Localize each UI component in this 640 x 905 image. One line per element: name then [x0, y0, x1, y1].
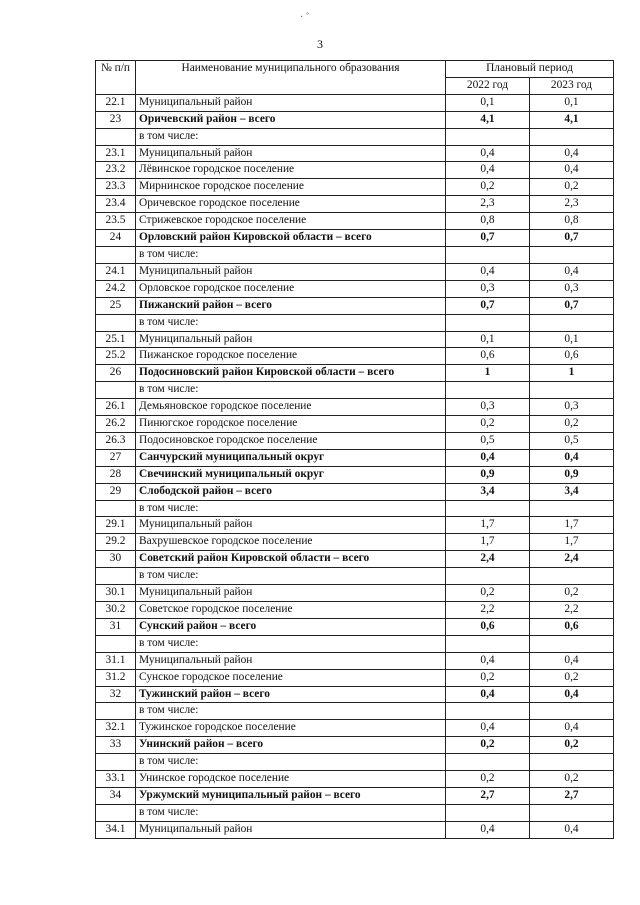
table-row: [96, 263, 614, 280]
row-name: Подосиновское городское поселение: [136, 432, 446, 449]
row-value-2023: 0,7: [530, 297, 614, 314]
row-name: в том числе:: [136, 500, 446, 517]
row-number: 23.5: [96, 213, 136, 230]
row-value-2023: 0,4: [530, 652, 614, 669]
row-number: 29.1: [96, 517, 136, 534]
row-value-2022: 2,4: [446, 551, 530, 568]
table-row: [96, 635, 614, 652]
row-value-2023: 0,2: [530, 737, 614, 754]
row-number: 34: [96, 787, 136, 804]
row-value-2022: 0,2: [446, 737, 530, 754]
table-row: [96, 754, 614, 771]
row-value-2023: 0,3: [530, 280, 614, 297]
row-name: Тужинский район – всего: [136, 686, 446, 703]
row-value-2022: 0,2: [446, 771, 530, 788]
row-name: в том числе:: [136, 128, 446, 145]
row-number: 31.2: [96, 669, 136, 686]
row-value-2022: 0,1: [446, 331, 530, 348]
table-row: [96, 111, 614, 128]
row-name: Оричевский район – всего: [136, 111, 446, 128]
row-value-2023: [530, 382, 614, 399]
table-row: [96, 720, 614, 737]
table-row: [96, 483, 614, 500]
row-value-2023: 0,4: [530, 821, 614, 838]
row-value-2022: [446, 703, 530, 720]
row-value-2023: 1: [530, 365, 614, 382]
row-value-2023: 0,7: [530, 230, 614, 247]
row-value-2022: 0,4: [446, 162, 530, 179]
row-value-2022: 2,7: [446, 787, 530, 804]
table-row: [96, 196, 614, 213]
table-row: [96, 432, 614, 449]
row-number: [96, 246, 136, 263]
row-value-2022: 0,9: [446, 466, 530, 483]
row-value-2023: 0,4: [530, 720, 614, 737]
table-row: [96, 348, 614, 365]
row-value-2022: [446, 754, 530, 771]
table-row: [96, 314, 614, 331]
table-row: [96, 145, 614, 162]
row-value-2022: 0,5: [446, 432, 530, 449]
row-value-2022: 0,4: [446, 652, 530, 669]
row-value-2023: 0,1: [530, 331, 614, 348]
row-value-2022: 0,4: [446, 686, 530, 703]
table-row: [96, 230, 614, 247]
row-value-2022: 0,7: [446, 230, 530, 247]
row-value-2023: 0,4: [530, 263, 614, 280]
row-number: 26: [96, 365, 136, 382]
row-value-2022: 0,3: [446, 280, 530, 297]
row-value-2022: 0,6: [446, 618, 530, 635]
row-name: Муниципальный район: [136, 517, 446, 534]
scan-speck: · ˚: [300, 12, 310, 23]
row-name: Лёвинское городское поселение: [136, 162, 446, 179]
row-value-2023: 3,4: [530, 483, 614, 500]
row-number: 31: [96, 618, 136, 635]
row-name: в том числе:: [136, 382, 446, 399]
table-row: [96, 246, 614, 263]
table-row: [96, 821, 614, 838]
row-number: [96, 500, 136, 517]
row-value-2023: 0,9: [530, 466, 614, 483]
row-value-2023: 0,4: [530, 686, 614, 703]
row-number: 22.1: [96, 94, 136, 111]
row-value-2022: 0,2: [446, 669, 530, 686]
row-value-2023: 0,4: [530, 162, 614, 179]
header-year-2023: 2023 год: [530, 77, 614, 94]
row-name: Стрижевское городское поселение: [136, 213, 446, 230]
header-year-2022: 2022 год: [446, 77, 530, 94]
table-row: [96, 618, 614, 635]
row-name: в том числе:: [136, 246, 446, 263]
table-row: [96, 365, 614, 382]
row-value-2023: 1,7: [530, 534, 614, 551]
row-name: Муниципальный район: [136, 585, 446, 602]
row-name: Мирнинское городское поселение: [136, 179, 446, 196]
row-value-2022: [446, 246, 530, 263]
row-value-2022: 0,2: [446, 179, 530, 196]
row-number: 26.2: [96, 416, 136, 433]
table-row: [96, 686, 614, 703]
row-name: Муниципальный район: [136, 263, 446, 280]
row-number: 25.2: [96, 348, 136, 365]
row-value-2023: 2,7: [530, 787, 614, 804]
row-number: 30.2: [96, 602, 136, 619]
row-value-2022: 0,2: [446, 416, 530, 433]
row-name: Советское городское поселение: [136, 602, 446, 619]
row-value-2023: [530, 568, 614, 585]
table-row: [96, 449, 614, 466]
row-name: Пижанский район – всего: [136, 297, 446, 314]
table-row: [96, 551, 614, 568]
row-name: Унинское городское поселение: [136, 771, 446, 788]
row-value-2022: 0,4: [446, 821, 530, 838]
row-value-2022: 0,2: [446, 585, 530, 602]
row-value-2023: [530, 128, 614, 145]
row-name: Пижанское городское поселение: [136, 348, 446, 365]
row-name: Муниципальный район: [136, 652, 446, 669]
row-number: [96, 314, 136, 331]
row-number: [96, 568, 136, 585]
table-row: [96, 568, 614, 585]
row-value-2023: 0,4: [530, 449, 614, 466]
row-number: 30.1: [96, 585, 136, 602]
row-value-2022: 1: [446, 365, 530, 382]
row-value-2022: 1,7: [446, 534, 530, 551]
row-value-2022: [446, 314, 530, 331]
row-name: Орловское городское поселение: [136, 280, 446, 297]
row-value-2023: [530, 703, 614, 720]
table-row: [96, 213, 614, 230]
row-value-2022: 2,2: [446, 602, 530, 619]
row-name: Пинюгское городское поселение: [136, 416, 446, 433]
row-value-2023: 0,2: [530, 179, 614, 196]
row-number: 31.1: [96, 652, 136, 669]
table-row: [96, 416, 614, 433]
row-value-2022: [446, 128, 530, 145]
row-value-2022: 1,7: [446, 517, 530, 534]
row-value-2023: 0,8: [530, 213, 614, 230]
table-row: [96, 669, 614, 686]
row-value-2023: [530, 754, 614, 771]
table-row: [96, 331, 614, 348]
row-number: 28: [96, 466, 136, 483]
table-row: [96, 737, 614, 754]
row-number: 23: [96, 111, 136, 128]
table-row: [96, 382, 614, 399]
row-value-2022: 0,4: [446, 449, 530, 466]
row-number: [96, 754, 136, 771]
table-body: [96, 94, 614, 838]
row-number: 23.3: [96, 179, 136, 196]
row-name: Подосиновский район Кировской области – всего: [136, 365, 446, 382]
table-row: [96, 804, 614, 821]
row-number: 23.1: [96, 145, 136, 162]
row-value-2023: 0,2: [530, 416, 614, 433]
row-value-2022: [446, 382, 530, 399]
row-number: [96, 804, 136, 821]
row-value-2022: 2,3: [446, 196, 530, 213]
table-row: [96, 297, 614, 314]
row-value-2023: 0,1: [530, 94, 614, 111]
row-value-2022: 0,8: [446, 213, 530, 230]
row-value-2023: 0,4: [530, 145, 614, 162]
header-period: Плановый период: [446, 61, 614, 78]
table-row: [96, 787, 614, 804]
row-name: Муниципальный район: [136, 821, 446, 838]
budget-table: [95, 60, 614, 839]
row-number: 26.3: [96, 432, 136, 449]
row-number: 29.2: [96, 534, 136, 551]
row-number: 25: [96, 297, 136, 314]
row-value-2023: 1,7: [530, 517, 614, 534]
table-row: [96, 466, 614, 483]
row-name: Демьяновское городское поселение: [136, 399, 446, 416]
row-number: 24.1: [96, 263, 136, 280]
row-name: в том числе:: [136, 568, 446, 585]
table-row: [96, 128, 614, 145]
row-value-2022: 0,4: [446, 263, 530, 280]
row-number: 29: [96, 483, 136, 500]
row-value-2022: [446, 635, 530, 652]
row-value-2023: 0,5: [530, 432, 614, 449]
row-value-2022: [446, 804, 530, 821]
table-row: [96, 771, 614, 788]
row-value-2022: 0,3: [446, 399, 530, 416]
row-name: Свечинский муниципальный округ: [136, 466, 446, 483]
table-row: [96, 399, 614, 416]
header-name: Наименование муниципального образования: [136, 61, 446, 95]
row-name: Вахрушевское городское поселение: [136, 534, 446, 551]
row-number: [96, 635, 136, 652]
row-name: Муниципальный район: [136, 94, 446, 111]
row-number: 24: [96, 230, 136, 247]
row-name: Сунский район – всего: [136, 618, 446, 635]
row-value-2022: 4,1: [446, 111, 530, 128]
row-name: Унинский район – всего: [136, 737, 446, 754]
row-value-2023: [530, 635, 614, 652]
row-value-2022: [446, 500, 530, 517]
table-row: [96, 703, 614, 720]
row-value-2022: 0,6: [446, 348, 530, 365]
table-row: [96, 534, 614, 551]
row-name: Слободской район – всего: [136, 483, 446, 500]
row-value-2023: 4,1: [530, 111, 614, 128]
row-name: в том числе:: [136, 804, 446, 821]
row-value-2023: 0,3: [530, 399, 614, 416]
row-number: 23.4: [96, 196, 136, 213]
row-name: Санчурский муниципальный округ: [136, 449, 446, 466]
table-row: [96, 585, 614, 602]
row-number: 34.1: [96, 821, 136, 838]
row-value-2022: [446, 568, 530, 585]
row-value-2022: 3,4: [446, 483, 530, 500]
row-number: 30: [96, 551, 136, 568]
header-number: № п/п: [96, 61, 136, 95]
row-value-2023: 0,2: [530, 585, 614, 602]
table-row: [96, 500, 614, 517]
row-value-2023: 2,4: [530, 551, 614, 568]
row-number: 32.1: [96, 720, 136, 737]
row-number: 33: [96, 737, 136, 754]
row-number: [96, 382, 136, 399]
table-row: [96, 179, 614, 196]
row-name: Сунское городское поселение: [136, 669, 446, 686]
row-number: 33.1: [96, 771, 136, 788]
row-value-2023: [530, 246, 614, 263]
row-number: [96, 128, 136, 145]
table-row: [96, 162, 614, 179]
page-number: 3: [317, 37, 323, 51]
row-number: 27: [96, 449, 136, 466]
row-value-2023: 0,6: [530, 348, 614, 365]
row-value-2023: [530, 500, 614, 517]
row-value-2023: [530, 314, 614, 331]
row-name: Советский район Кировской области – всего: [136, 551, 446, 568]
row-name: Оричевское городское поселение: [136, 196, 446, 213]
row-name: в том числе:: [136, 314, 446, 331]
row-value-2022: 0,1: [446, 94, 530, 111]
row-name: Орловский район Кировской области – всего: [136, 230, 446, 247]
table-row: [96, 517, 614, 534]
row-value-2023: 0,2: [530, 771, 614, 788]
row-name: в том числе:: [136, 635, 446, 652]
row-value-2022: 0,4: [446, 145, 530, 162]
row-value-2023: 0,2: [530, 669, 614, 686]
row-name: Уржумский муниципальный район – всего: [136, 787, 446, 804]
table-row: [96, 652, 614, 669]
row-number: 32: [96, 686, 136, 703]
row-number: [96, 703, 136, 720]
row-name: Тужинское городское поселение: [136, 720, 446, 737]
table-row: [96, 280, 614, 297]
row-name: в том числе:: [136, 703, 446, 720]
row-number: 24.2: [96, 280, 136, 297]
row-value-2022: 0,4: [446, 720, 530, 737]
row-number: 25.1: [96, 331, 136, 348]
row-number: 26.1: [96, 399, 136, 416]
row-name: Муниципальный район: [136, 145, 446, 162]
row-value-2023: 2,2: [530, 602, 614, 619]
row-value-2023: 0,6: [530, 618, 614, 635]
row-name: Муниципальный район: [136, 331, 446, 348]
table-row: [96, 602, 614, 619]
row-name: в том числе:: [136, 754, 446, 771]
row-value-2022: 0,7: [446, 297, 530, 314]
row-value-2023: [530, 804, 614, 821]
table-row: [96, 94, 614, 111]
row-number: 23.2: [96, 162, 136, 179]
row-value-2023: 2,3: [530, 196, 614, 213]
